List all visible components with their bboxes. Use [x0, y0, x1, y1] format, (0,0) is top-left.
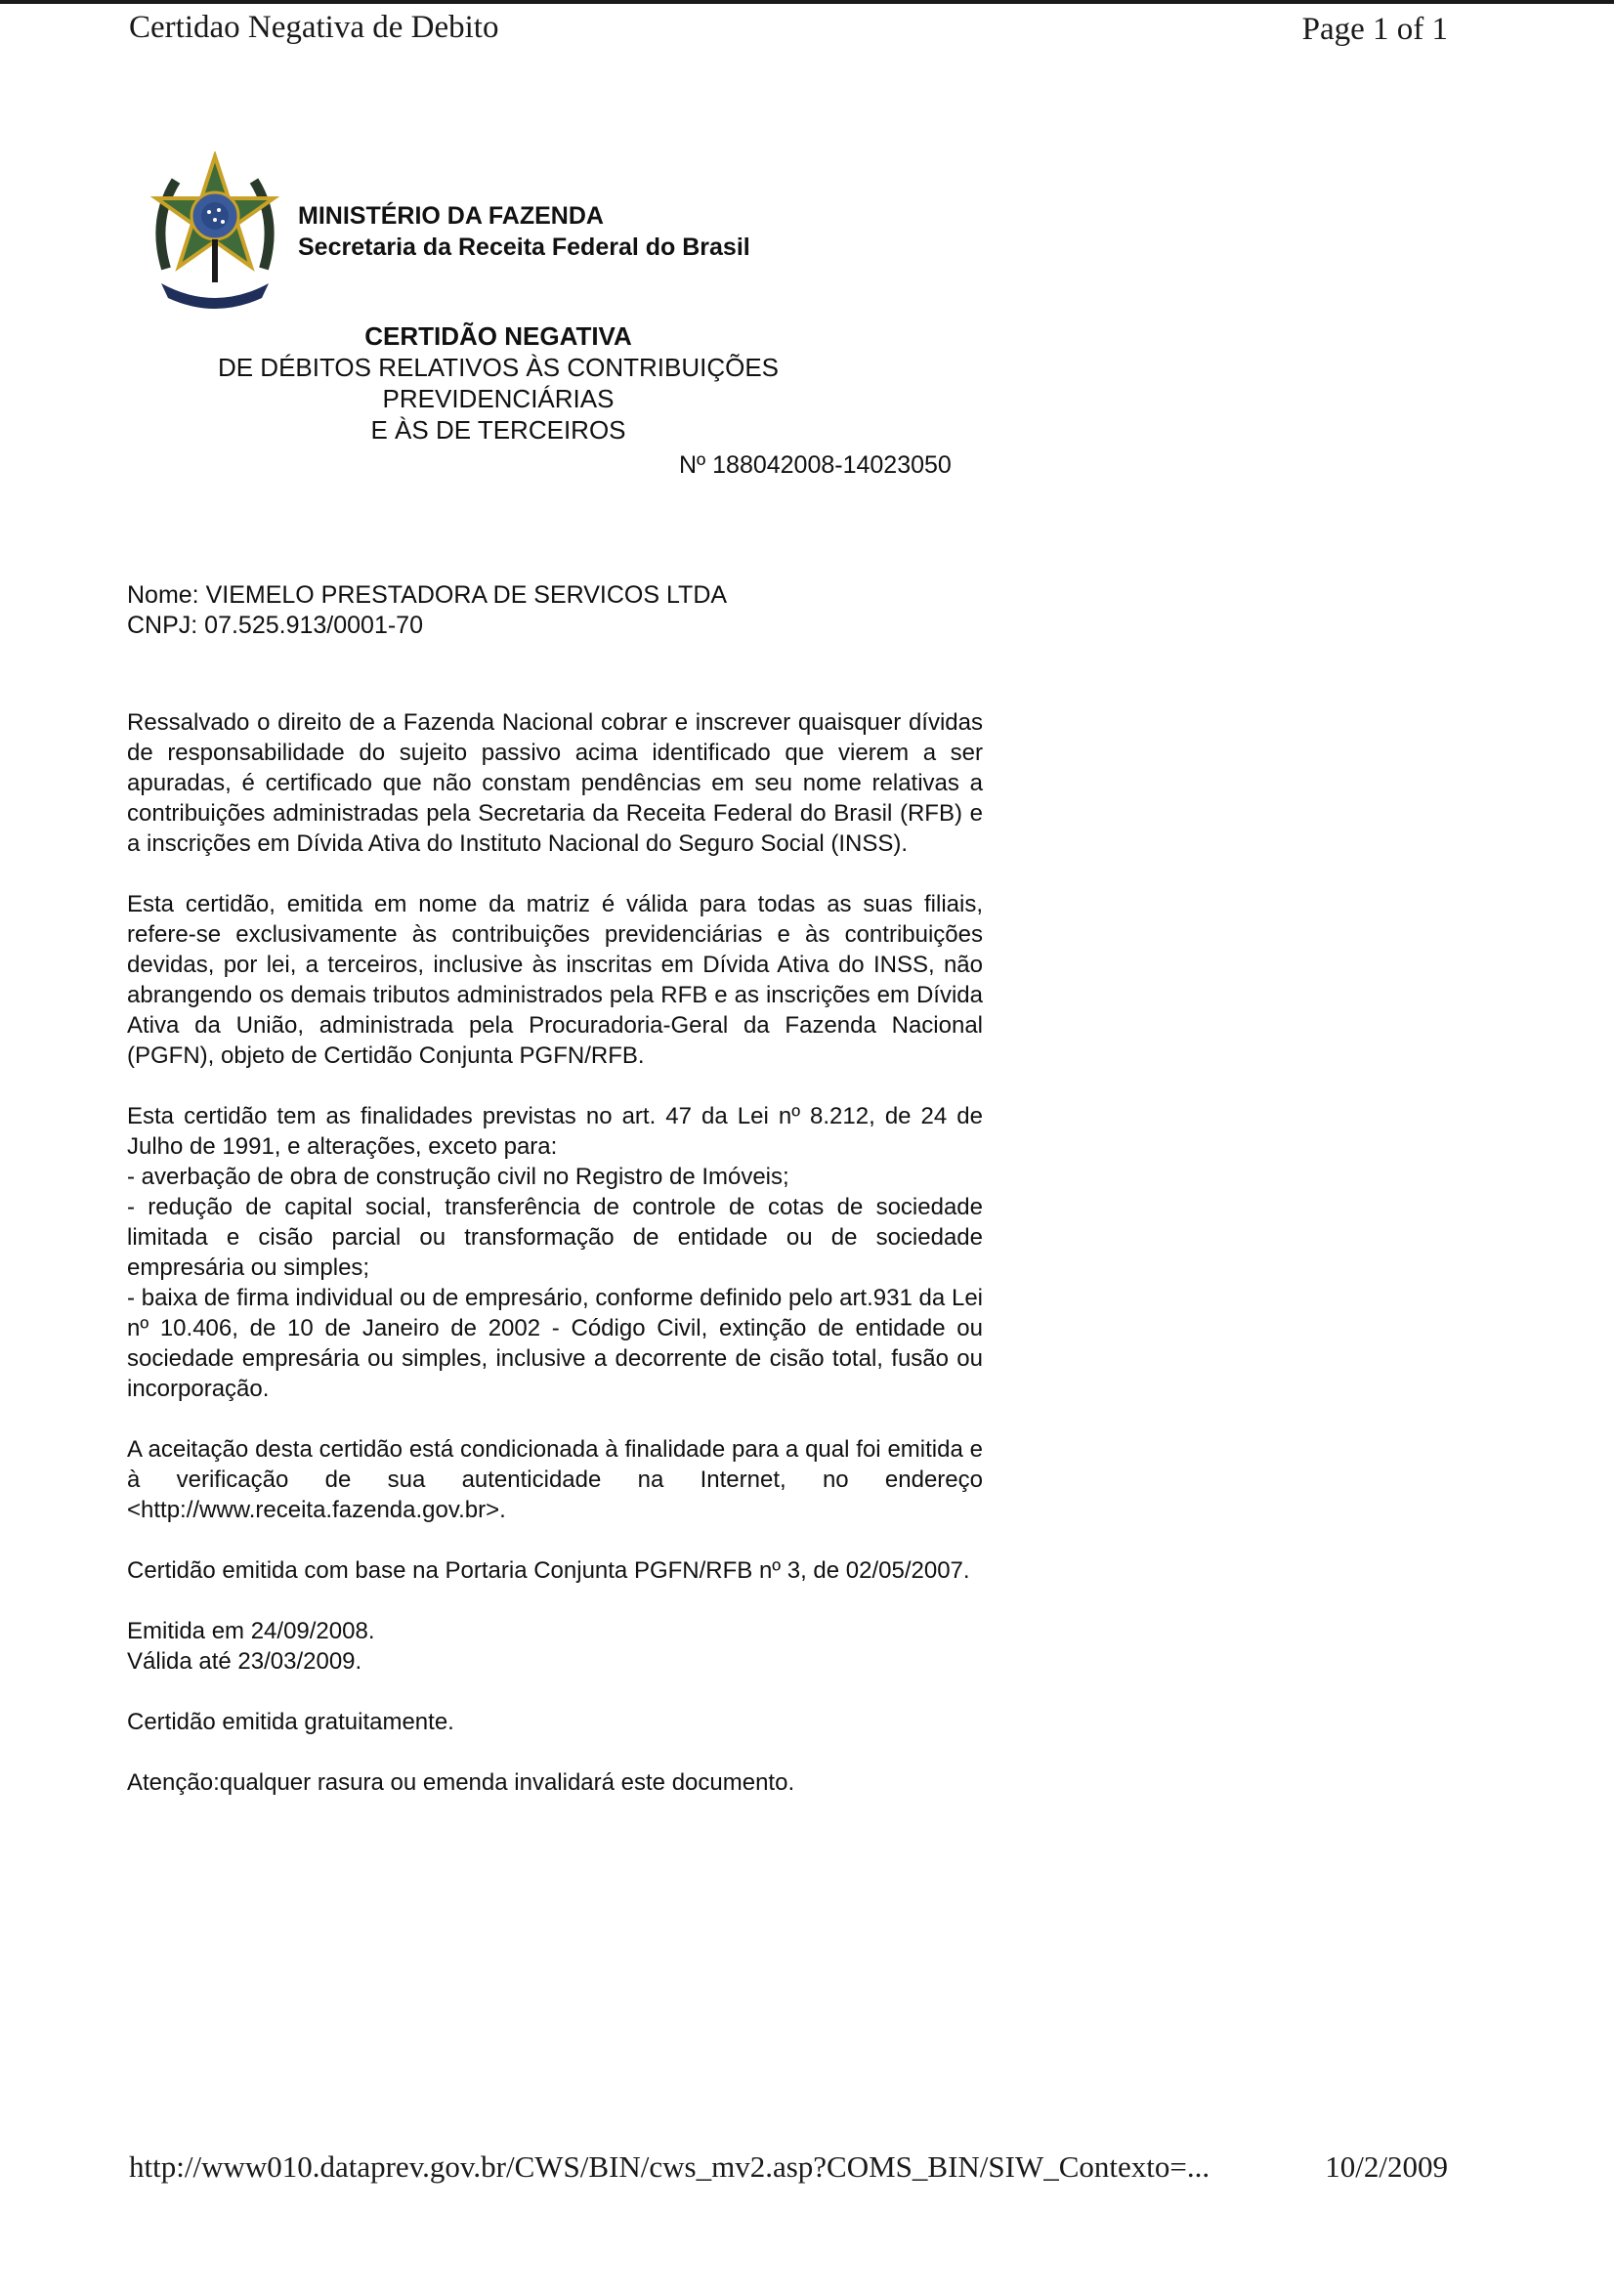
certificate-number: Nº 188042008-14023050 — [679, 451, 952, 479]
purpose-item-construction: - averbação de obra de construção civil no Registro de Imóveis; — [127, 1164, 789, 1190]
purpose-item-capital: - redução de capital social, transferência de controle de cotas de sociedade limitada e cisão parcial ou transformação de entidade ou de sociedade empresária ou simples; — [127, 1194, 983, 1281]
scan-edge — [0, 0, 1614, 4]
paragraph-authenticity: A aceitação desta certidão está condicionada à finalidade para a qual foi emitida e à verificação de sua autenticidade na Internet, no endereço <http://www.receita.fazenda.gov.br>. — [127, 1436, 983, 1523]
paragraph-legal-basis: Certidão emitida com base na Portaria Conjunta PGFN/RFB nº 3, de 02/05/2007. — [127, 1557, 970, 1584]
page-count: Page 1 of 1 — [1301, 12, 1448, 47]
agency-name: Secretaria da Receita Federal do Brasil — [298, 234, 750, 261]
paragraph-purposes-intro: Esta certidão tem as finalidades previstas no art. 47 da Lei nº 8.212, de 24 de Julho de 1991, e alterações, exceto para: — [127, 1103, 983, 1160]
certificate-title-main: CERTIDÃO NEGATIVA — [364, 321, 632, 351]
paragraph-warning: Atenção:qualquer rasura ou emenda invalidará este documento. — [127, 1769, 795, 1796]
issue-date: Emitida em 24/09/2008. — [127, 1618, 375, 1644]
paragraph-reservation: Ressalvado o direito de a Fazenda Nacional cobrar e inscrever quaisquer dívidas de responsabilidade do sujeito passivo acima identificado que vierem a ser apuradas, é certificado que não constam pendências em seu nome relativas a contribuições administradas pela Secretaria da Receita Federal do Brasil (RFB) e a inscrições em Dívida Ativa do Instituto Nacional do Seguro Social (INSS). — [127, 709, 983, 857]
taxpayer-identity — [127, 580, 727, 641]
certificate-title-line3: E ÀS DE TERCEIROS — [370, 415, 626, 445]
paragraph-free-of-charge: Certidão emitida gratuitamente. — [127, 1709, 454, 1735]
ministry-name: MINISTÉRIO DA FAZENDA — [298, 202, 604, 230]
certificate-body — [127, 707, 983, 1798]
valid-until-date: Válida até 23/03/2009. — [127, 1648, 362, 1675]
browser-page-title: Certidao Negativa de Debito — [129, 10, 499, 45]
certificate-title — [107, 320, 889, 446]
certificate-title-line2: DE DÉBITOS RELATIVOS ÀS CONTRIBUIÇÕES PREVIDENCIÁRIAS — [217, 353, 780, 413]
footer-print-date: 10/2/2009 — [1325, 2149, 1448, 2184]
coat-of-arms-icon — [147, 151, 283, 313]
taxpayer-cnpj: CNPJ: 07.525.913/0001-70 — [127, 612, 423, 639]
paragraph-scope: Esta certidão, emitida em nome da matriz é válida para todas as suas filiais, refere-se exclusivamente às contribuições previdenciárias e às contribuições devidas, por lei, a terceiros, inclusive às inscritas em Dívida Ativa do INSS, não abrangendo os demais tributos administrados pela RFB e as inscrições em Dívida Ativa da União, administrada pela Procuradoria-Geral da Fazenda Nacional (PGFN), objeto de Certidão Conjunta PGFN/RFB. — [127, 891, 983, 1069]
taxpayer-name: Nome: VIEMELO PRESTADORA DE SERVICOS LTDA — [127, 581, 728, 609]
purpose-item-closure: - baixa de firma individual ou de empresário, conforme definido pelo art.931 da Lei nº 10.406, de 10 de Janeiro de 2002 - Código Civil, extinção de entidade ou sociedade empresária ou simples, inclusive a decorrente de cisão total, fusão ou incorporação. — [127, 1285, 983, 1402]
issuing-authority — [298, 200, 750, 263]
footer-url: http://www010.dataprev.gov.br/CWS/BIN/cws_mv2.asp?COMS_BIN/SIW_Contexto=... — [129, 2149, 1210, 2184]
